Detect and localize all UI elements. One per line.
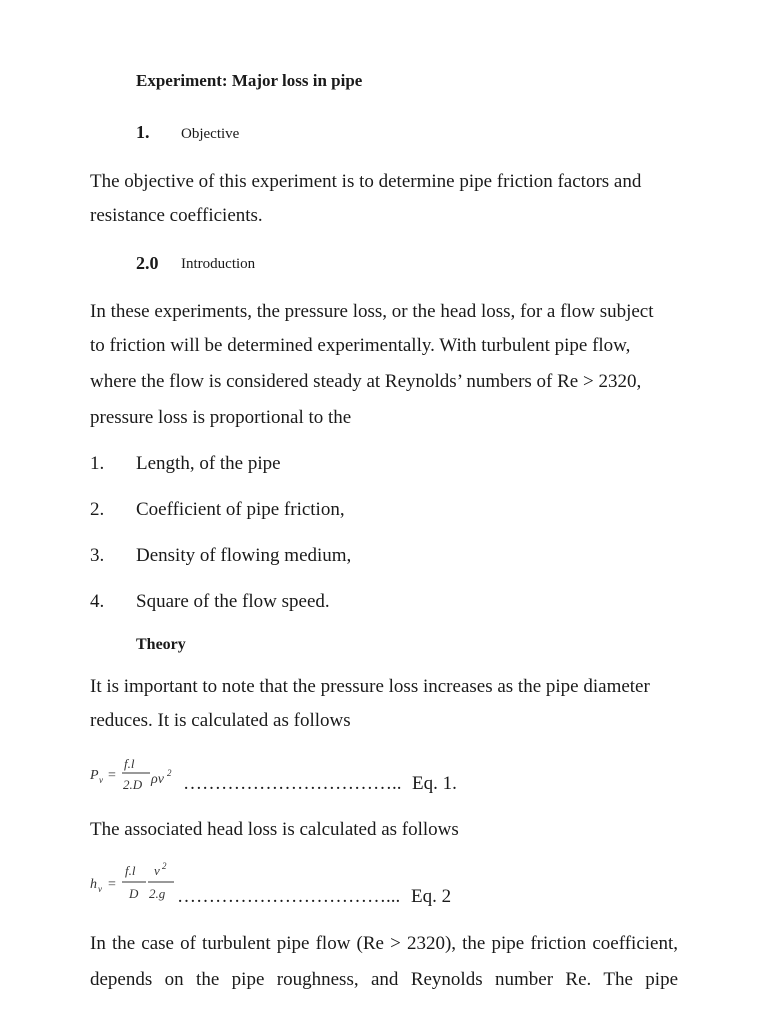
eq1-tail-sup: 2 [167,768,172,778]
section-1-label: Objective [181,126,240,142]
eq2-num1: f.l [125,863,136,878]
equation-1-formula [88,752,184,796]
list-item-3-text: Density of flowing medium, [136,545,352,566]
eq1-lhs: P [90,768,99,783]
list-item-2-number: 2. [90,499,105,520]
intro-line-3: where the flow is considered steady at Reynolds’ numbers of Re > 2320, [90,371,642,392]
list-item-1-number: 1. [90,453,105,474]
objective-line-1: The objective of this experiment is to determine pipe friction factors and [90,171,642,192]
eq1-lhs-sub: v [99,775,103,785]
closing-line-2: depends on the pipe roughness, and Reynolds number Re. The pipe [90,969,678,990]
theory-line-1: It is important to note that the pressure loss increases as the pipe diameter [90,676,650,697]
head-loss-line: The associated head loss is calculated as follows [90,819,459,840]
intro-line-2: to friction will be determined experimentally. With turbulent pipe flow, [90,335,631,356]
eq1-numerator: f.l [124,756,135,771]
list-item-4-number: 4. [90,591,105,612]
section-2-number: 2.0 [136,253,159,273]
eq2-lhs-sub: v [98,884,102,894]
equation-2-formula [88,858,184,906]
section-1-number: 1. [136,122,150,142]
list-item-2-text: Coefficient of pipe friction, [136,499,345,520]
list-item-3-number: 3. [90,545,105,566]
intro-line-1: In these experiments, the pressure loss, or the head loss, for a flow subject [90,301,654,322]
equation-1-dots: …………………………….. [183,773,402,794]
closing-line-1: In the case of turbulent pipe flow (Re > 2320), the pipe friction coefficient, [90,933,678,954]
objective-line-2: resistance coefficients. [90,205,263,226]
list-item-4-text: Square of the flow speed. [136,591,330,612]
theory-line-2: reduces. It is calculated as follows [90,710,351,731]
equation-1-label: Eq. 1. [412,773,457,794]
eq1-denominator: 2.D [123,777,143,792]
eq2-equals: = [108,877,116,892]
theory-heading: Theory [136,636,186,653]
section-2-label: Introduction [181,256,256,272]
equation-2-dots: ……………………………... [177,886,401,907]
eq2-lhs: h [90,877,97,892]
document-title: Experiment: Major loss in pipe [136,71,363,90]
eq2-den1: D [129,886,139,901]
list-item-1-text: Length, of the pipe [136,453,281,474]
eq2-num2-sup: 2 [162,861,167,871]
intro-line-4: pressure loss is proportional to the [90,407,352,428]
equation-2-label: Eq. 2 [411,886,452,907]
eq1-tail: ρv [151,772,164,787]
eq2-den2: 2.g [149,886,166,901]
eq2-num2: v [154,863,160,878]
eq1-equals: = [108,768,116,783]
